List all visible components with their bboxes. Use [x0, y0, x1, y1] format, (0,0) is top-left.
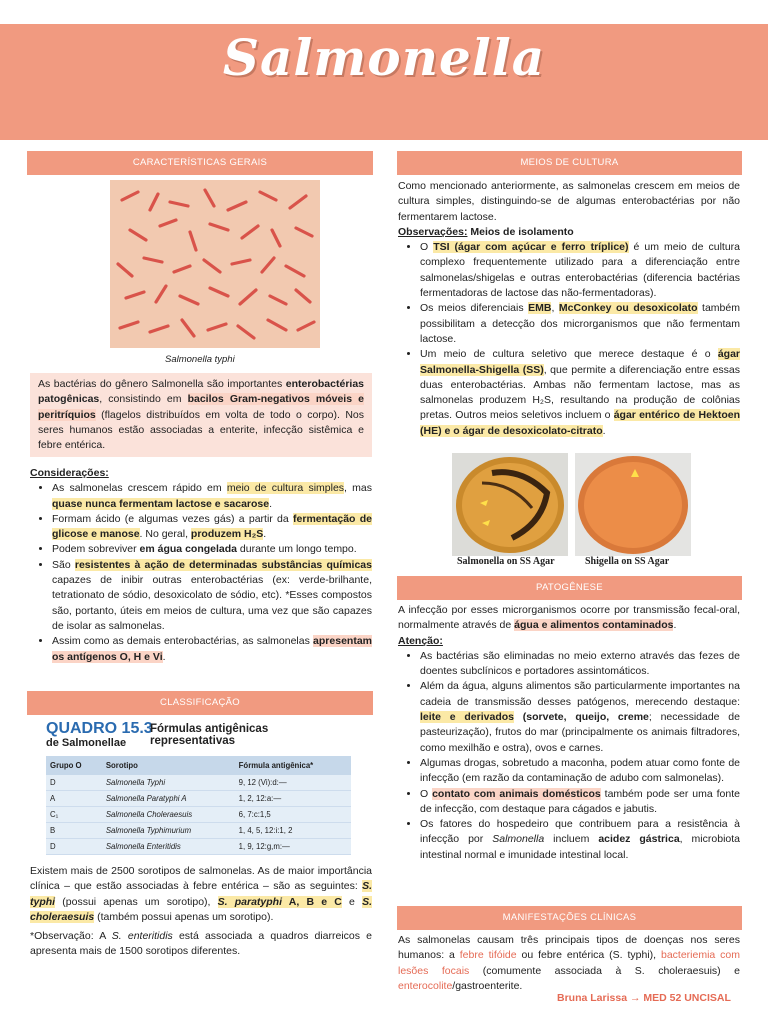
dish-caption-shigella: Shigella on SS Agar: [585, 556, 670, 567]
salmonella-ss-agar-dish: [452, 453, 568, 556]
salmonella-micrograph: [110, 180, 320, 348]
list-item: • As bactérias são eliminadas no meio externo através das fezes de doentes subclínicos e portadores assintomáticos.: [420, 649, 740, 680]
list-item: • Um meio de cultura seletivo que merece destaque é o ágar Salmonella-Shigella (SS), que permite a diferenciação entre essas duas enterobactérias. Ambas não fermentam lactose, mas as salmonelas produzem H₂S, resultando na produção de colônias pretas. Outros meios seletivos incluem o ágar entérico de Hektoen (HE) e o ágar de desoxicolato-citrato.: [420, 347, 740, 439]
list-item: • Formam ácido (e algumas vezes gás) a partir da fermentação de glicose e manose. No geral, produzem H₂S.: [52, 512, 372, 543]
cell-serotype: Salmonella Choleraesuis: [102, 807, 235, 823]
meios-block: [398, 179, 740, 439]
manifestacoes-block: As salmonelas causam três principais tipos de doenças nos seres humanos: a febre tifóide ou febre entérica (S. typhi), bacteriemia com lesões focais (comumente associada à S. choleraesuis) e enterocolite/gastroenterite.: [398, 934, 741, 992]
quadro-title: Fórmulas antigênicas representativas: [150, 723, 269, 747]
table-row: [46, 839, 351, 855]
list-item: • O contato com animais domésticos também pode ser uma fonte de infecção, com destaque para cágados e jabutis.: [420, 787, 740, 818]
photo-caption: Salmonella typhi: [165, 354, 235, 365]
cell-serotype: Salmonella Typhimurium: [102, 823, 235, 839]
list-item: • Além da água, alguns alimentos são particularmente importantes na cadeia de transmissão desses patógenos, merecendo destaque: leite e derivados (sorvete, queijo, creme; necessidade de pasteurização), frutos do mar (principalmente os animais filtradores, como mexilhão e ostra), ovos e carnes.: [420, 679, 740, 755]
cell-formula: 1, 2, 12:a:—: [235, 791, 351, 807]
cell-group: D: [46, 839, 102, 855]
meios-list: [398, 240, 740, 439]
classificacao-paragraph: Existem mais de 2500 sorotipos de salmonelas. As de maior importância clínica – que estão associadas à febre entérica – são as seguintes: S. typhi (possui apenas um sorotipo), S. paratyphi A, B e C e S. choleraesuis (também possui apenas um sorotipo).: [30, 865, 372, 923]
observacao-paragraph: *Observação: A S. enteritidis está associada a quadros diarreicos e apresenta mais de 1500 sorotipos diferentes.: [30, 930, 372, 958]
quadro-subtitle: de Salmonellae: [46, 737, 127, 749]
cell-group: D: [46, 775, 102, 791]
cell-serotype: Salmonella Paratyphi A: [102, 791, 235, 807]
cell-formula: 9, 12 (Vi):d:—: [235, 775, 351, 791]
section-classificacao: CLASSIFICAÇÃO: [27, 691, 373, 715]
observacoes-heading: Observações: Meios de isolamento: [398, 225, 574, 238]
list-item: • São resistentes à ação de determinadas substâncias químicas capazes de inibir outras enterobactérias (ex: verde-brilhante, tetrationato de sódio, desoxicolato de sódio, etc). *Esses compostos são, portanto, úteis em meios de cultura, uma vez que são capazes de isolar as salmonelas.: [52, 558, 372, 634]
quadro-table-figure: [40, 720, 352, 864]
cell-formula: 6, 7:c:1,5: [235, 807, 351, 823]
list-item: • Os fatores do hospedeiro que contribuem para a resistência à infecção por Salmonella incluem acidez gástrica, microbiota intestinal normal e imunidade intestinal local.: [420, 817, 740, 863]
list-item: • Podem sobreviver em água congelada durante um longo tempo.: [52, 542, 372, 557]
author-credit: Bruna Larissa → MED 52 UNCISAL: [557, 992, 731, 1004]
patogenese-intro: A infecção por esses microrganismos ocorre por transmissão fecal-oral, normalmente através de água e alimentos contaminados.: [398, 604, 740, 632]
table-row: [46, 775, 351, 791]
meios-intro: Como mencionado anteriormente, as salmonelas crescem em meios de cultura simples, distinguindo-se de algumas enterobactérias por não fermentarem lactose.: [398, 180, 740, 223]
top-strip: [0, 0, 768, 24]
list-item: • As salmonelas crescem rápido em meio de cultura simples, mas quase nunca fermentam lactose e sacarose.: [52, 481, 372, 512]
list-item: • Os meios diferenciais EMB, McConkey ou desoxicolato também possibilitam a detecção dos microrganismos que não fermentam lactose.: [420, 301, 740, 347]
cell-group: C₁: [46, 807, 102, 823]
cell-group: A: [46, 791, 102, 807]
classificacao-text: [30, 864, 372, 960]
section-manifestacoes-clinicas: MANIFESTAÇÕES CLÍNICAS: [397, 906, 742, 930]
consideracoes-heading: Considerações:: [30, 467, 109, 479]
table-row: [46, 807, 351, 823]
column-header: Grupo O: [46, 756, 102, 775]
atencao-heading: Atenção:: [398, 634, 443, 647]
list-item: • O TSI (ágar com açúcar e ferro tríplice) é um meio de cultura complexo frequentemente utilizado para a diferenciação entre salmonelas/shigelas e outras enterobactérias (diferencia bactérias fermentadoras de lactose das não-fermentadoras).: [420, 240, 740, 301]
cell-formula: 1, 4, 5, 12:i:1, 2: [235, 823, 351, 839]
consideracoes-block: [30, 466, 372, 665]
cell-serotype: Salmonella Enteritidis: [102, 839, 235, 855]
petri-dish-salmonella: [452, 453, 568, 556]
quadro-label: QUADRO 15.3: [46, 720, 153, 737]
table-row: [46, 823, 351, 839]
list-item: • Algumas drogas, sobretudo a maconha, podem atuar como fonte de infecção (em razão da contaminação de adubo com salmonelas).: [420, 756, 740, 787]
dish-caption-salmonella: Salmonella on SS Agar: [457, 556, 555, 567]
antigen-table: [46, 756, 351, 855]
consideracoes-list: [30, 481, 372, 665]
shigella-ss-agar-dish: [575, 453, 691, 556]
section-meios-de-cultura: MEIOS DE CULTURA: [397, 151, 742, 175]
page-title: Salmonella: [222, 28, 546, 87]
petri-dish-shigella: [575, 453, 691, 556]
column-header: Fórmula antigênica*: [235, 756, 351, 775]
patogenese-list: [398, 649, 740, 863]
column-header: Sorotipo: [102, 756, 235, 775]
cell-serotype: Salmonella Typhi: [102, 775, 235, 791]
section-patogenese: PATOGÊNESE: [397, 576, 742, 600]
bacteria-illustration: [110, 180, 320, 348]
table-row: [46, 791, 351, 807]
section-caracteristicas-gerais: CARACTERÍSTICAS GERAIS: [27, 151, 373, 175]
list-item: • Assim como as demais enterobactérias, as salmonelas apresentam os antígenos O, H e Vi.: [52, 634, 372, 665]
intro-box: As bactérias do gênero Salmonella são importantes enterobactérias patogênicas, consistindo em bacilos Gram-negativos móveis e peritríquios (flagelos distribuídos em volta de todo o corpo). Nos seres humanos estão associadas a enterite, infecção sistêmica e febre entérica.: [30, 373, 372, 457]
cell-formula: 1, 9, 12:g,m:—: [235, 839, 351, 855]
patogenese-block: [398, 603, 740, 863]
cell-group: B: [46, 823, 102, 839]
table-header-row: [46, 756, 351, 775]
